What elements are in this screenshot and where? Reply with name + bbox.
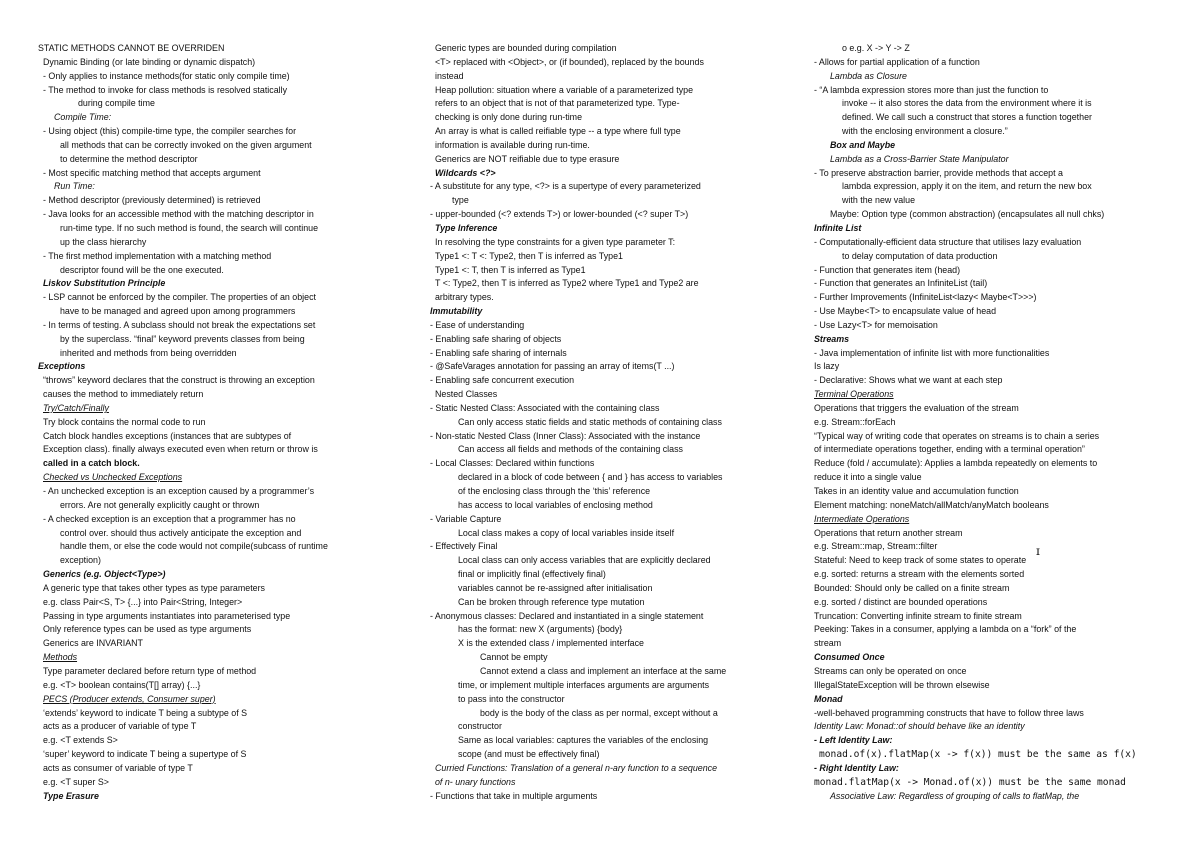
col1-line: e.g. class Pair<S, T> {...} into Pair<String, Integer> <box>43 596 243 607</box>
col2-line: body is the body of the class as per normal, except without a <box>480 707 718 718</box>
col3-line: Takes in an identity value and accumulation function <box>814 486 1019 496</box>
col2-line: - Local Classes: Declared within functions <box>430 458 595 469</box>
col1-line: during compile time <box>78 98 155 109</box>
col2-line: refers to an object that is not of that parameterized type. Type- <box>435 98 680 109</box>
col3-line: invoke -- it also stores the data from the environment where it is <box>842 98 1092 109</box>
col3-line: e.g. Stream::map, Stream::filter <box>814 541 938 552</box>
col1-line: acts as consumer of variable of type T <box>43 762 193 773</box>
col3-line: Maybe: Option type (common abstraction) (encapsulates all null chks) <box>830 209 1105 220</box>
text-cursor-icon: ɪ <box>1036 544 1040 558</box>
col3-line: - Computationally-efficient data structure that utilises lazy evaluation <box>814 236 1082 247</box>
col3-line: with the enclosing environment a closure.” <box>842 126 1008 137</box>
col2-line: T <: Type2, then T is inferred as Type2 where Type1 and Type2 are <box>435 278 699 289</box>
col1-line: run-time type. If no such method is found, the search will continue <box>60 222 319 233</box>
col1-line: Exception class). finally always executed even when return or throw is <box>43 444 318 455</box>
col2-line: Wildcards <?> <box>435 167 496 178</box>
col2-line: - @SafeVarages annotation for passing an array of items(T ...) <box>430 361 675 372</box>
col3-line: Operations that triggers the evaluation of the stream <box>814 402 1019 413</box>
col1-line: Only reference types can be used as type arguments <box>43 624 252 635</box>
col2-line: - Anonymous classes: Declared and instantiated in a single statement <box>430 610 704 621</box>
col3-line: to delay computation of data production <box>842 250 998 261</box>
col1-line: all methods that can be correctly invoked on the given argument <box>60 139 312 150</box>
col1-line: Exceptions <box>38 361 86 372</box>
col1-line: Catch block handles exceptions (instances that are subtypes of <box>43 430 292 441</box>
col2-line: of n- unary functions <box>435 776 516 787</box>
col3-line: Terminal Operations <box>814 389 894 400</box>
col2-line: has access to local variables of enclosing method <box>458 499 653 510</box>
col3-line: - Java implementation of infinite list with more functionalities <box>814 347 1050 358</box>
col1-line: Try/Catch/Finally <box>43 402 109 413</box>
col3-line: Box and Maybe <box>830 139 896 150</box>
col3-line: Streams can only be operated on once <box>814 665 967 676</box>
col3-line: - “A lambda expression stores more than just the function to <box>814 84 1049 95</box>
col3-line: e.g. sorted: returns a stream with the elements sorted <box>814 569 1025 580</box>
col1-line: causes the method to immediately return <box>43 389 204 400</box>
col3-line: Bounded: Should only be called on a finite stream <box>814 582 1010 593</box>
col1-line: - Using object (this) compile-time type, the compiler searches for <box>43 126 297 137</box>
col2-line: time, or implement multiple interfaces arguments are arguments <box>458 679 710 690</box>
col2-line: - Ease of understanding <box>430 319 525 330</box>
col1-line: - An unchecked exception is an exception caused by a programmer’s <box>43 486 315 496</box>
col1-line: Generics are INVARIANT <box>43 638 143 649</box>
col1-line: - In terms of testing. A subclass should not break the expectations set <box>43 319 316 330</box>
col2-line: of the enclosing class through the ‘this’ reference <box>458 486 651 496</box>
col2-line: variables cannot be re-assigned after initialisation <box>458 582 653 593</box>
col2-line: - upper-bounded (<? extends T>) or lower-bounded (<? super T>) <box>430 209 689 220</box>
col1-line: A generic type that takes other types as type parameters <box>43 582 265 593</box>
col2-line: An array is what is called reifiable type -- a type where full type <box>435 126 681 137</box>
col1-line: Type Erasure <box>43 790 99 801</box>
col1-line: descriptor found will be the one executed. <box>60 264 224 275</box>
col1-line: acts as a producer of variable of type T <box>43 721 197 732</box>
col1-line: e.g. <T super S> <box>43 776 109 787</box>
col2-line: In resolving the type constraints for a given type parameter T: <box>435 236 676 247</box>
col2-line: - Functions that take in multiple arguments <box>430 790 598 801</box>
col3-line: “Typical way of writing code that operates on streams is to chain a series <box>814 430 1100 441</box>
col2-line: Local class makes a copy of local variables inside itself <box>458 527 675 538</box>
col2-line: Type1 <: T, then T is inferred as Type1 <box>435 264 586 275</box>
col2-line: - Enabling safe concurrent execution <box>430 375 575 386</box>
col1-line: to determine the method descriptor <box>60 153 198 164</box>
col3-line: e.g. Stream::forEach <box>814 416 896 427</box>
col2-line: Type Inference <box>435 222 498 233</box>
col3-line: - Function that generates an InfiniteList (tail) <box>814 278 988 289</box>
col1-line: called in a catch block. <box>43 458 140 469</box>
col2-line: scope (and must be effectively final) <box>458 749 600 760</box>
col3-line: Element matching: noneMatch/allMatch/anyMatch booleans <box>814 499 1049 510</box>
col1-line: - A checked exception is an exception that a programmer has no <box>43 513 296 524</box>
col1-line: - Method descriptor (previously determined) is retrieved <box>43 195 261 206</box>
col1-line: Run Time: <box>54 181 95 192</box>
col3-line: Peeking: Takes in a consumer, applying a lambda on a “fork” of the <box>814 624 1077 635</box>
col3-line: o e.g. X -> Y -> Z <box>842 43 910 53</box>
col1-line: e.g. <T> boolean contains(T[] array) {...} <box>43 679 201 690</box>
col2-line: Generics are NOT reifiable due to type erasure <box>435 153 620 164</box>
col2-line: Can only access static fields and static methods of containing class <box>458 416 722 427</box>
col3-line: Streams <box>814 333 850 344</box>
col2-line: X is the extended class / implemented interface <box>458 638 644 649</box>
col2-line: Generic types are bounded during compilation <box>435 43 617 53</box>
col3-line: defined. We call such a construct that stores a function together <box>842 112 1092 123</box>
col2-line: - Enabling safe sharing of objects <box>430 333 562 344</box>
col3-line: - Use Lazy<T> for memoisation <box>814 319 938 330</box>
col3-line: Identity Law: Monad::of should behave like an identity <box>814 721 1025 732</box>
col3-line: Reduce (fold / accumulate): Applies a lambda repeatedly on elements to <box>814 458 1098 469</box>
col1-line: STATIC METHODS CANNOT BE OVERRIDEN <box>38 43 225 53</box>
col1-line: “throws” keyword declares that the construct is throwing an exception <box>43 375 315 386</box>
col2-line: - Enabling safe sharing of internals <box>430 347 567 358</box>
col2-line: - A substitute for any type, <?> is a supertype of every parameterized <box>430 181 701 192</box>
col1-line: have to be managed and agreed upon among programmers <box>60 306 296 317</box>
col1-line: - LSP cannot be enforced by the compiler. The properties of an object <box>43 292 316 303</box>
col3-line: lambda expression, apply it on the item, and return the new box <box>842 181 1092 192</box>
col3-line: Associative Law: Regardless of grouping of calls to flatMap, the <box>830 790 1080 801</box>
col2-line: Curried Functions: Translation of a general n-ary function to a sequence <box>435 762 718 773</box>
column-left <box>38 42 390 803</box>
col3-line: Stateful: Need to keep track of some states to operate <box>814 555 1027 566</box>
col1-line: e.g. <T extends S> <box>43 735 118 746</box>
col1-line: errors. Are not generally explicitly caught or thrown <box>60 499 260 510</box>
col3-line: IllegalStateException will be thrown elsewise <box>814 679 990 690</box>
col1-line: Passing in type arguments instantiates into parameterised type <box>43 610 291 621</box>
col3-line: Lambda as a Cross-Barrier State Manipulator <box>830 153 1009 164</box>
col3-line: - Left Identity Law: <box>814 735 893 746</box>
col3-line: Monad <box>814 693 843 704</box>
col2-line: <T> replaced with <Object>, or (if bounded), replaced by the bounds <box>435 56 704 67</box>
col1-line: - Most specific matching method that accepts argument <box>43 167 261 178</box>
col3-line: of intermediate operations together, ending with a terminal operation” <box>814 444 1085 455</box>
col2-line: - Effectively Final <box>430 541 498 552</box>
col1-line: Checked vs Unchecked Exceptions <box>43 472 183 483</box>
col3-line: Operations that return another stream <box>814 527 963 538</box>
col3-line: - Use Maybe<T> to encapsulate value of head <box>814 306 997 317</box>
col3-line: -well-behaved programming constructs that have to follow three laws <box>814 707 1084 718</box>
col2-line: Type1 <: T <: Type2, then T is inferred as Type1 <box>435 250 623 261</box>
col3-line: - To preserve abstraction barrier, provide methods that accept a <box>814 167 1063 178</box>
col1-line: Methods <box>43 652 78 663</box>
col1-line: - The method to invoke for class methods is resolved statically <box>43 84 288 95</box>
col2-line: instead <box>435 70 464 81</box>
col3-line: Intermediate Operations <box>814 513 910 524</box>
col2-line: Cannot be empty <box>480 652 548 663</box>
col2-line: checking is only done during run-time <box>435 112 583 123</box>
column-right <box>814 42 1166 803</box>
col2-line: Cannot extend a class and implement an interface at the same <box>480 665 727 676</box>
col2-line: Immutability <box>430 306 483 317</box>
col3-line: - Declarative: Shows what we want at each step <box>814 375 1003 386</box>
col2-line: - Variable Capture <box>430 513 502 524</box>
col3-line: monad.of(x).flatMap(x -> f(x)) must be the same as f(x) <box>819 749 1137 761</box>
col2-line: Can access all fields and methods of the containing class <box>458 444 683 455</box>
col3-line: Is lazy <box>814 361 840 372</box>
col1-line: Compile Time: <box>54 112 112 123</box>
col1-line: by the superclass. “final” keyword prevents classes from being <box>60 333 305 344</box>
col2-line: to pass into the constructor <box>458 693 565 704</box>
col3-line: reduce it into a single value <box>814 472 922 483</box>
col3-line: Infinite List <box>814 222 862 233</box>
col2-line: Local class can only access variables that are explicitly declared <box>458 555 711 566</box>
col2-line: - Static Nested Class: Associated with the containing class <box>430 402 660 413</box>
col1-line: PECS (Producer extends, Consumer super) <box>43 693 216 704</box>
col1-line: handle them, or else the code would not compile(subcass of runtime <box>60 541 328 552</box>
col3-line: - Allows for partial application of a function <box>814 56 980 67</box>
col1-line: ‘super’ keyword to indicate T being a supertype of S <box>43 749 247 760</box>
col2-line: declared in a block of code between { and } has access to variables <box>458 472 723 483</box>
col2-line: constructor <box>458 721 502 732</box>
col2-line: type <box>452 195 469 206</box>
col2-line: has the format: new X (arguments) {body} <box>458 624 623 635</box>
col1-line: control over. should thus actively anticipate the exception and <box>60 527 302 538</box>
col1-line: Dynamic Binding (or late binding or dynamic dispatch) <box>43 56 256 67</box>
col1-line: ‘extends’ keyword to indicate T being a subtype of S <box>43 707 248 718</box>
col1-line: Try block contains the normal code to run <box>43 416 206 427</box>
col3-line: - Function that generates item (head) <box>814 264 961 275</box>
col1-line: Generics (e.g. Object<Type>) <box>43 569 166 580</box>
col3-line: - Further Improvements (InfiniteList<lazy< Maybe<T>>>) <box>814 292 1037 303</box>
col1-line: - Java looks for an accessible method with the matching descriptor in <box>43 209 314 220</box>
col1-line: Liskov Substitution Principle <box>43 278 166 289</box>
col2-line: arbitrary types. <box>435 292 494 303</box>
col2-line: - Non-static Nested Class (Inner Class): Associated with the instance <box>430 430 701 441</box>
col3-line: - Right Identity Law: <box>814 762 899 773</box>
col3-line: with the new value <box>842 195 916 206</box>
col1-line: - The first method implementation with a matching method <box>43 250 272 261</box>
col3-line: Consumed Once <box>814 652 885 663</box>
col3-line: Lambda as Closure <box>830 70 907 81</box>
col2-line: Nested Classes <box>435 389 498 400</box>
column-middle <box>430 42 774 803</box>
col1-line: Type parameter declared before return type of method <box>43 665 257 676</box>
col3-line: stream <box>814 638 842 649</box>
col3-line: monad.flatMap(x -> Monad.of(x)) must be the same monad <box>814 776 1126 788</box>
col3-line: Truncation: Converting infinite stream to finite stream <box>814 610 1022 621</box>
col1-line: - Only applies to instance methods(for static only compile time) <box>43 70 290 81</box>
col2-line: Can be broken through reference type mutation <box>458 596 645 607</box>
col2-line: Heap pollution: situation where a variable of a parameterized type <box>435 84 694 95</box>
col2-line: final or implicitly final (effectively final) <box>458 569 606 580</box>
col3-line: e.g. sorted / distinct are bounded operations <box>814 596 988 607</box>
col2-line: information is available during run-time. <box>435 139 590 150</box>
col1-line: inherited and methods from being overridden <box>60 347 237 358</box>
col1-line: up the class hierarchy <box>60 236 147 247</box>
col2-line: Same as local variables: captures the variables of the enclosing <box>458 735 709 746</box>
col1-line: exception) <box>60 555 101 566</box>
